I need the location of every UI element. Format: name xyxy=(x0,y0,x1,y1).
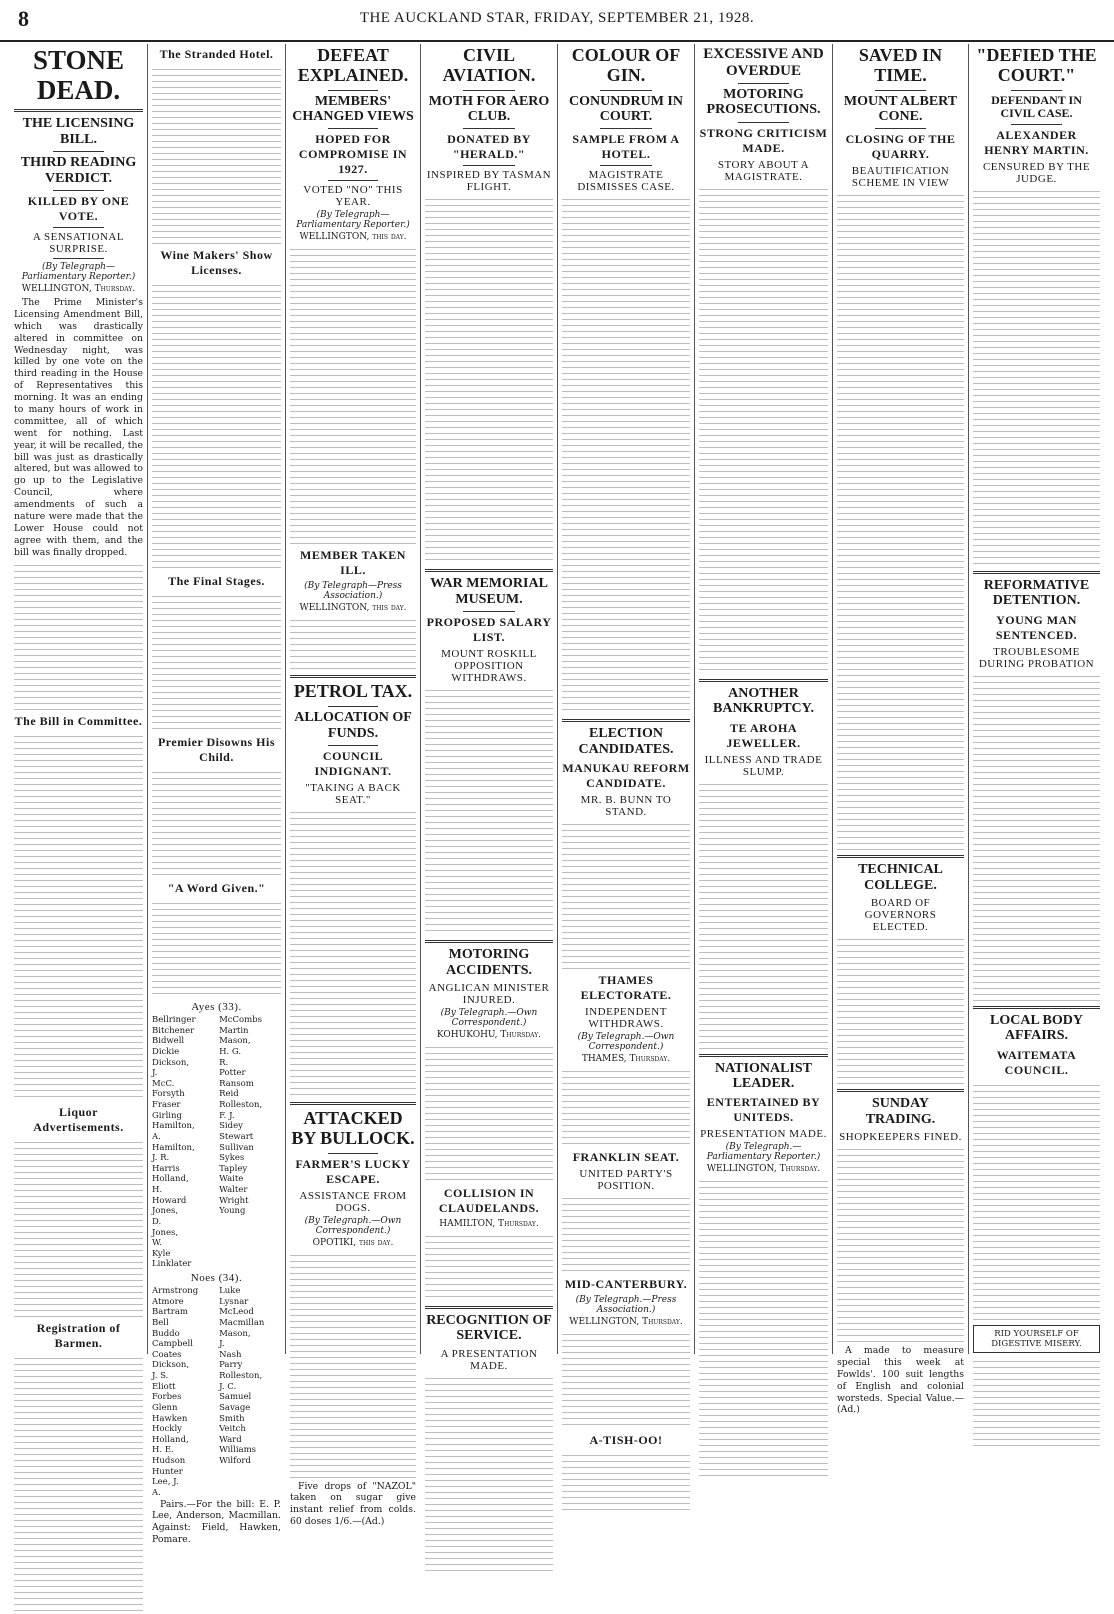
deck: MOUNT ROSKILL OPPOSITION WITHDRAWS. xyxy=(441,648,537,685)
digestive-ad xyxy=(973,1325,1100,1353)
byline: (By Telegraph.—Own Correspondent.) xyxy=(304,1215,402,1236)
member-name: Lee, J. A. xyxy=(152,1477,179,1498)
divider xyxy=(463,128,514,129)
article-body xyxy=(699,1177,828,1477)
article-body xyxy=(290,245,416,545)
deck: BOARD OF GOVERNORS ELECTED. xyxy=(864,897,937,934)
section-heading: The Final Stages. xyxy=(168,574,265,588)
member-name: Sidey xyxy=(219,1121,243,1132)
member-name: Ransom xyxy=(219,1078,254,1089)
divider xyxy=(1011,90,1062,91)
column-5 xyxy=(558,44,695,1448)
divider xyxy=(875,128,926,129)
member-name: Hamilton, A. xyxy=(152,1121,195,1142)
dateline: WELLINGTON, this day. xyxy=(299,603,407,614)
page-number: 8 xyxy=(18,6,29,31)
section-heading: Premier Disowns His Child. xyxy=(157,735,276,764)
member-name: Parry xyxy=(219,1360,243,1371)
deck: TE AROHA JEWELLER. xyxy=(726,720,801,750)
member-name: Jones, W. xyxy=(152,1227,179,1249)
deck: SAMPLE FROM A HOTEL. xyxy=(572,132,680,162)
section-heading: MID-CANTERBURY. xyxy=(564,1277,688,1292)
member-name: Dickie xyxy=(152,1046,180,1057)
divider xyxy=(600,165,651,166)
member-name: Wilford xyxy=(219,1456,251,1466)
article-body xyxy=(562,820,690,970)
article-body xyxy=(837,1145,964,1345)
deck: ALEXANDER HENRY MARTIN. xyxy=(984,127,1089,157)
columns xyxy=(10,44,1104,1546)
headline-colour-of-gin: COLOUR OF GIN. xyxy=(571,45,681,85)
member-name: Hunter xyxy=(152,1466,183,1477)
article-body xyxy=(425,1232,553,1302)
divider xyxy=(699,1054,828,1057)
deck: UNITED PARTY'S POSITION. xyxy=(579,1168,673,1193)
deck: MAGISTRATE DISMISSES CASE. xyxy=(577,169,675,194)
deck: TROUBLESOME DURING PROBATION xyxy=(978,645,1095,670)
byline: (By Telegraph.—Own Correspondent.) xyxy=(440,1007,538,1028)
article-body xyxy=(152,899,281,999)
divider xyxy=(425,569,553,572)
divider xyxy=(290,1102,416,1105)
article-body xyxy=(14,1354,143,1614)
dateline: WELLINGTON, Thursday. xyxy=(706,1164,821,1175)
member-name: Ward xyxy=(219,1434,242,1445)
member-name: Eliott xyxy=(152,1381,176,1392)
member-name: Bellringer xyxy=(152,1015,196,1025)
headline-civil-aviation: CIVIL AVIATION. xyxy=(442,45,536,85)
deck: STORY ABOUT A MAGISTRATE. xyxy=(717,158,810,183)
byline: (By Telegraph—Press Association.) xyxy=(304,581,402,602)
dateline: WELLINGTON, Thursday. xyxy=(21,283,136,294)
headline-petrol-tax: PETROL TAX. xyxy=(293,681,413,702)
fowlds-ad: A made to measure special this week at Fowlds'. 100 suit lengths of English and colonial worsteds. Special Value.—(Ad.) xyxy=(837,1344,964,1416)
member-name: Reid xyxy=(219,1089,239,1100)
column-1 xyxy=(10,44,148,1354)
member-name: Hawken xyxy=(152,1413,188,1424)
dateline: KOHUKOHU, Thursday. xyxy=(436,1029,542,1040)
divider xyxy=(600,128,651,129)
member-name: Howard xyxy=(152,1195,187,1206)
article-body xyxy=(562,1194,690,1274)
member-name: Young xyxy=(219,1206,246,1217)
article-body xyxy=(973,672,1100,1002)
deck: HOPED FOR COMPROMISE IN 1927. xyxy=(298,132,408,177)
divider xyxy=(53,227,105,228)
byline: (By Telegraph—Parliamentary Reporter.) xyxy=(296,210,410,231)
member-name: Mason, H. G. R. xyxy=(219,1036,251,1068)
article-body xyxy=(837,191,964,851)
ayes-list xyxy=(152,1015,281,1270)
deck: INSPIRED BY TASMAN FLIGHT. xyxy=(426,169,552,194)
article-body xyxy=(152,592,281,732)
member-name: Nash xyxy=(219,1349,242,1360)
member-name: Harris xyxy=(152,1163,180,1174)
member-name: Macmillan xyxy=(219,1317,265,1328)
divider xyxy=(699,679,828,682)
member-name: Girling xyxy=(152,1110,182,1121)
headline-stone-dead: STONE DEAD. xyxy=(32,45,125,105)
divider xyxy=(463,165,514,166)
deck: A PRESENTATION MADE. xyxy=(440,1347,538,1372)
ad-body xyxy=(562,1451,690,1511)
column-4 xyxy=(421,44,558,1372)
member-name: Bidwell xyxy=(152,1036,185,1047)
byline: (By Telegraph.—Press Association.) xyxy=(575,1295,677,1316)
column-2 xyxy=(148,44,286,1546)
divider xyxy=(328,745,378,746)
member-name: Stewart xyxy=(219,1131,254,1142)
subhead: ALLOCATION OF FUNDS. xyxy=(294,710,412,741)
subhead: DEFENDANT IN CIVIL CASE. xyxy=(991,92,1082,120)
divider xyxy=(328,128,378,129)
masthead xyxy=(0,0,1114,42)
headline-reformative-detention: REFORMATIVE DETENTION. xyxy=(983,577,1090,609)
member-name: Atmore xyxy=(152,1296,184,1307)
member-name: Walter xyxy=(219,1185,248,1195)
article-body xyxy=(699,185,828,675)
article-body xyxy=(290,616,416,671)
article-lead: The Prime Minister's Licensing Amendment Bill, which was drastically altered in committee on Wednesday night, was killed by one vote on the third reading in the House of Representatives this morning. It was an ending to many hours of work in committee, all of which went for nothing. Last year, it will be recalled, the bill was just as drastically altered, but was allowed to go up to the Legislative Council, where amendments of such a nature were made that the Lower House could not agree with them, and the bill was finally dropped. xyxy=(14,296,143,558)
deck: FARMER'S LUCKY ESCAPE. xyxy=(295,1156,411,1186)
divider xyxy=(53,258,105,259)
headline-excessive-overdue: EXCESSIVE AND OVERDUE xyxy=(703,46,824,79)
deck: SHOPKEEPERS FINED. xyxy=(839,1130,962,1143)
headline-attacked-by-bullock: ATTACKED BY BULLOCK. xyxy=(291,1107,415,1148)
subhead-third-reading: THIRD READING VERDICT. xyxy=(20,155,137,186)
deck: PROPOSED SALARY LIST. xyxy=(426,615,552,645)
divider xyxy=(53,190,105,191)
deck: STRONG CRITICISM MADE. xyxy=(699,125,828,155)
divider xyxy=(425,940,553,943)
divider xyxy=(328,1153,378,1154)
noes-label: Noes (34). xyxy=(190,1272,243,1284)
column-7 xyxy=(833,44,969,1416)
member-name: Forbes xyxy=(152,1392,182,1403)
article-body xyxy=(425,1374,553,1574)
member-name: Samuel xyxy=(219,1392,252,1403)
member-name: Sykes xyxy=(219,1153,245,1164)
divider xyxy=(973,1006,1100,1009)
deck-killed-by-one-vote: KILLED BY ONE VOTE. xyxy=(27,193,130,223)
ayes-column-b xyxy=(219,1015,281,1270)
divider xyxy=(328,180,378,181)
member-name: Glenn xyxy=(152,1402,178,1413)
divider xyxy=(53,151,105,152)
dateline: THAMES, Thursday. xyxy=(581,1054,671,1065)
nazol-ad: Five drops of "NAZOL" taken on sugar give instant relief from colds. 60 doses 1/6.—(Ad.) xyxy=(290,1480,416,1528)
deck: COUNCIL INDIGNANT. xyxy=(314,748,392,778)
deck: CLOSING OF THE QUARRY. xyxy=(845,132,956,162)
member-name: Hamilton, J. R. xyxy=(152,1142,195,1164)
divider xyxy=(837,1089,964,1092)
noes-column-a xyxy=(152,1286,214,1499)
headline-defied-the-court: "DEFIED THE COURT." xyxy=(976,45,1097,85)
member-name: Bitchener xyxy=(152,1025,195,1036)
ad-heading: A-TISH-OO! xyxy=(589,1433,663,1448)
article-body xyxy=(562,195,690,715)
member-name: Savage xyxy=(219,1402,251,1413)
member-name: Rolleston, J. C. xyxy=(219,1371,263,1392)
member-name: Jones, D. xyxy=(152,1206,179,1227)
divider xyxy=(290,675,416,678)
member-name: Holland, H. xyxy=(152,1174,189,1195)
section-heading: Wine Makers' Show Licenses. xyxy=(160,248,273,277)
deck: YOUNG MAN SENTENCED. xyxy=(995,612,1078,642)
member-name: Campbell xyxy=(152,1339,193,1350)
deck: BEAUTIFICATION SCHEME IN VIEW xyxy=(851,165,950,190)
deck: INDEPENDENT WITHDRAWS. xyxy=(585,1006,667,1031)
article-body xyxy=(562,1330,690,1430)
article-body xyxy=(425,1043,553,1183)
subhead: MEMBERS' CHANGED VIEWS xyxy=(292,93,414,124)
newspaper-title: THE AUCKLAND STAR, FRIDAY, SEPTEMBER 21, 1928. xyxy=(359,10,755,26)
article-body xyxy=(14,561,143,711)
member-name: Holland, H. E. xyxy=(152,1434,189,1456)
headline-another-bankruptcy: ANOTHER BANKRUPTCY. xyxy=(713,685,814,717)
member-name: Potter xyxy=(219,1068,246,1079)
headline-sunday-trading: SUNDAY TRADING. xyxy=(865,1096,936,1127)
member-name: Bell xyxy=(152,1317,169,1328)
member-name: Forsyth xyxy=(152,1089,185,1100)
article-body xyxy=(14,732,143,1102)
subhead-licensing-bill: THE LICENSING BILL. xyxy=(22,116,135,147)
pairs-text: Pairs.—For the bill: E. P. Lee, Anderson, Macmillan. Against: Field, Hawken, Pomare. xyxy=(152,1498,281,1546)
member-name: Martin xyxy=(219,1025,249,1036)
member-name: Smith xyxy=(219,1413,245,1424)
headline-motoring-accidents: MOTORING ACCIDENTS. xyxy=(446,947,532,978)
section-heading: Liquor Advertisements. xyxy=(33,1104,124,1134)
article-body xyxy=(425,686,553,936)
member-name: Lysnar xyxy=(219,1296,249,1307)
member-name: Buddo xyxy=(152,1328,180,1339)
divider xyxy=(738,122,790,123)
member-name: Fraser xyxy=(152,1100,181,1110)
member-name: Kyle xyxy=(152,1248,171,1259)
column-6 xyxy=(695,44,833,1354)
ayes-column-a xyxy=(152,1015,214,1270)
deck: MANUKAU REFORM CANDIDATE. xyxy=(562,761,690,791)
divider xyxy=(875,90,926,91)
column-8 xyxy=(969,44,1104,1354)
section-heading: MEMBER TAKEN ILL. xyxy=(300,548,406,578)
member-name: Dickson, J. S. xyxy=(152,1360,190,1381)
member-name: Mason, J. xyxy=(219,1328,251,1350)
headline-nationalist-leader: NATIONALIST LEADER. xyxy=(715,1060,812,1091)
section-heading: COLLISION IN CLAUDELANDS. xyxy=(438,1185,540,1215)
article-body xyxy=(973,187,1100,567)
ad-body xyxy=(973,1357,1100,1447)
dateline: WELLINGTON, Thursday. xyxy=(569,1317,683,1328)
article-body xyxy=(699,780,828,1050)
subhead: MOUNT ALBERT CONE. xyxy=(843,93,958,124)
divider xyxy=(328,90,378,91)
divider xyxy=(837,855,964,858)
member-name: Waite xyxy=(219,1174,244,1185)
section-heading: THAMES ELECTORATE. xyxy=(580,973,672,1003)
section-heading: Registration of Barmen. xyxy=(36,1320,121,1350)
divider xyxy=(600,90,651,91)
member-name: Coates xyxy=(152,1349,182,1360)
divider xyxy=(1011,124,1062,125)
deck: ANGLICAN MINISTER INJURED. xyxy=(428,981,550,1006)
deck: PRESENTATION MADE. xyxy=(700,1128,827,1141)
divider xyxy=(425,1306,553,1309)
deck: ASSISTANCE FROM DOGS. xyxy=(299,1189,407,1214)
noes-list xyxy=(152,1286,281,1499)
member-name: Rolleston, F. J. xyxy=(219,1100,263,1121)
subhead: MOTH FOR AERO CLUB. xyxy=(428,93,550,124)
headline-local-body-affairs: LOCAL BODY AFFAIRS. xyxy=(990,1012,1083,1044)
section-heading: The Stranded Hotel. xyxy=(159,47,274,61)
dateline: HAMILTON, Thursday. xyxy=(439,1218,539,1229)
divider xyxy=(463,611,514,612)
article-body xyxy=(152,768,281,878)
member-name: McLeod xyxy=(219,1307,254,1318)
deck: MR. B. BUNN TO STAND. xyxy=(580,794,672,819)
member-name: Wright xyxy=(219,1195,249,1206)
headline-technical-college: TECHNICAL COLLEGE. xyxy=(858,862,943,893)
column-3 xyxy=(286,44,421,1528)
headline-recognition: RECOGNITION OF SERVICE. xyxy=(426,1312,552,1344)
dateline: OPOTIKI, this day. xyxy=(312,1237,394,1248)
member-name: McCombs xyxy=(219,1015,263,1025)
byline: (By Telegraph.—Parliamentary Reporter.) xyxy=(706,1142,821,1163)
article-body xyxy=(425,195,553,565)
divider xyxy=(562,719,690,722)
article-body xyxy=(562,1067,690,1147)
section-heading: FRANKLIN SEAT. xyxy=(572,1150,680,1165)
article-body xyxy=(152,65,281,245)
member-name: Armstrong xyxy=(152,1286,199,1296)
subhead: CONUNDRUM IN COURT. xyxy=(569,93,683,124)
deck: CENSURED BY THE JUDGE. xyxy=(982,160,1091,185)
divider xyxy=(463,90,514,91)
deck: WAITEMATA COUNCIL. xyxy=(996,1047,1077,1077)
article-body xyxy=(14,1138,143,1318)
deck: ENTERTAINED BY UNITEDS. xyxy=(706,1095,821,1125)
member-name: Hockly xyxy=(152,1424,182,1435)
member-name: Tapley xyxy=(219,1163,248,1174)
divider xyxy=(14,109,143,112)
article-body xyxy=(837,935,964,1085)
deck: DONATED BY "HERALD." xyxy=(447,132,531,162)
article-body xyxy=(973,1081,1100,1321)
headline-defeat-explained: DEFEAT EXPLAINED. xyxy=(297,45,409,85)
member-name: Luke xyxy=(219,1286,241,1296)
member-name: Linklater xyxy=(152,1259,192,1270)
dateline: WELLINGTON, this day. xyxy=(299,232,407,243)
member-name: Dickson, J. McC. xyxy=(152,1057,190,1089)
member-name: Williams xyxy=(219,1445,257,1456)
divider xyxy=(973,571,1100,574)
ayes-label: Ayes (33). xyxy=(191,1001,242,1013)
section-heading: "A Word Given." xyxy=(167,881,266,895)
byline: (By Telegraph.—Own Correspondent.) xyxy=(577,1032,675,1053)
deck: "TAKING A BACK SEAT." xyxy=(305,781,401,806)
ad-heading: RID YOURSELF OF DIGESTIVE MISERY. xyxy=(991,1328,1082,1349)
deck: ILLNESS AND TRADE SLUMP. xyxy=(704,753,823,778)
subhead: MOTORING PROSECUTIONS. xyxy=(706,87,821,118)
member-name: Bartram xyxy=(152,1307,188,1318)
article-body xyxy=(290,1251,416,1481)
deck-sensational: A SENSATIONAL SURPRISE. xyxy=(32,230,125,255)
headline-war-memorial: WAR MEMORIAL MUSEUM. xyxy=(430,576,548,607)
member-name: Veitch xyxy=(219,1424,246,1435)
headline-election-candidates: ELECTION CANDIDATES. xyxy=(578,726,674,757)
noes-column-b xyxy=(219,1286,281,1499)
member-name: Hudson xyxy=(152,1456,186,1466)
member-name: Sullivan xyxy=(219,1142,254,1153)
section-heading: The Bill in Committee. xyxy=(14,713,143,728)
byline: (By Telegraph—Parliamentary Reporter.) xyxy=(21,261,136,282)
article-body xyxy=(152,281,281,571)
divider xyxy=(328,706,378,707)
divider xyxy=(738,83,790,84)
article-body xyxy=(290,808,416,1098)
headline-saved-in-time: SAVED IN TIME. xyxy=(858,45,943,85)
deck: VOTED "NO" THIS YEAR. xyxy=(303,184,403,209)
